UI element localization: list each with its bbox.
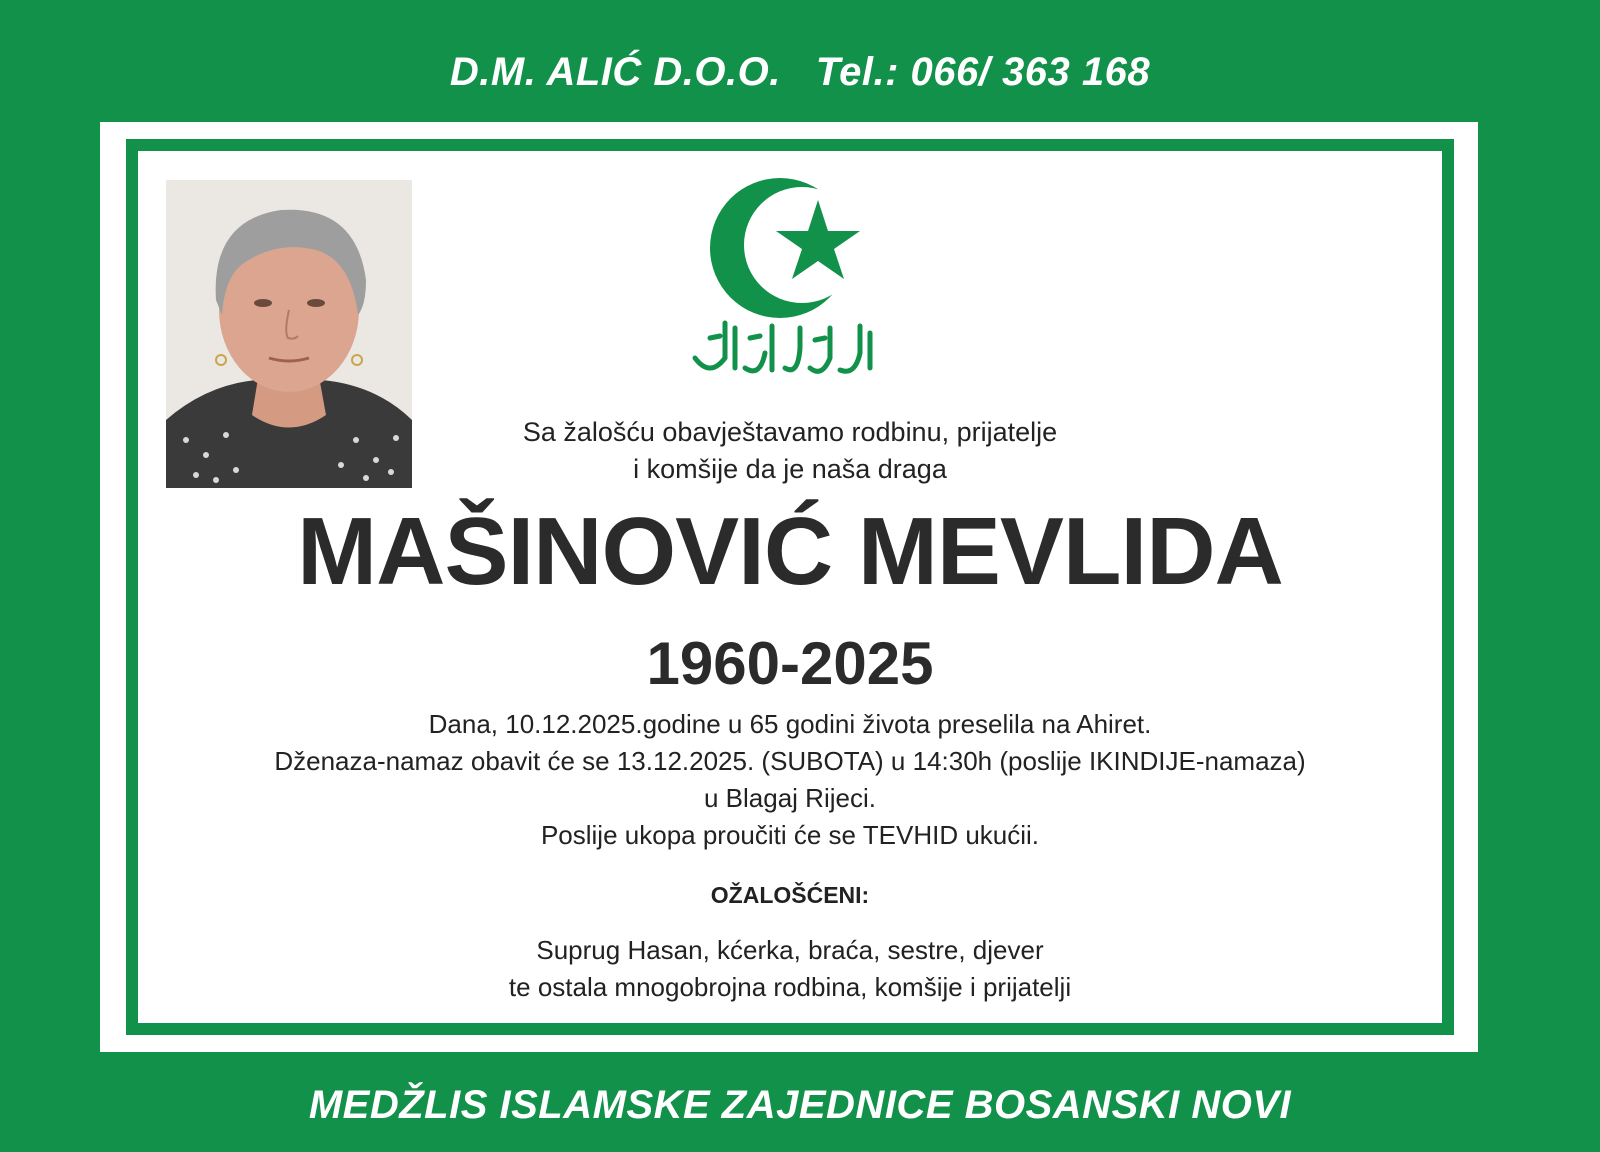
- crescent-star-icon: [690, 178, 890, 388]
- mourners-line-2: te ostala mnogobrojna rodbina, komšije i prijatelji: [508, 972, 1072, 1002]
- mourners-line-1: Suprug Hasan, kćerka, braća, sestre, djever: [536, 935, 1044, 965]
- details-line-1: Dana, 10.12.2025.godine u 65 godini života preselila na Ahiret.: [428, 709, 1152, 739]
- footer-banner: MEDŽLIS ISLAMSKE ZAJEDNICE BOSANSKI NOVI: [308, 1083, 1292, 1127]
- details-line-2: Dženaza-namaz obavit će se 13.12.2025. (SUBOTA) u 14:30h (poslije IKINDIJE-namaza): [274, 746, 1306, 776]
- crescent-star-emblem: [690, 178, 890, 388]
- intro-line-1: Sa žalošću obavještavamo rodbinu, prijatelje: [522, 417, 1058, 447]
- life-years: 1960-2025: [646, 630, 934, 697]
- mourners-heading: OŽALOŠĆENI:: [710, 882, 870, 908]
- intro-text: [138, 414, 1442, 488]
- phone-number: Tel.: 066/ 363 168: [815, 50, 1151, 94]
- header-banner: [0, 50, 1600, 106]
- details-line-3: u Blagaj Rijeci.: [704, 783, 876, 813]
- details-line-4: Poslije ukopa proučiti će se TEVHID ukućii.: [540, 820, 1040, 850]
- mourners-list: [138, 932, 1442, 1006]
- arabic-calligraphy-icon: [695, 323, 870, 371]
- funeral-details: [138, 706, 1442, 854]
- company-name: D.M. ALIĆ D.O.O.: [449, 50, 781, 94]
- deceased-name: MAŠINOVIĆ MEVLIDA: [297, 498, 1283, 605]
- intro-line-2: i komšije da je naša draga: [633, 454, 947, 484]
